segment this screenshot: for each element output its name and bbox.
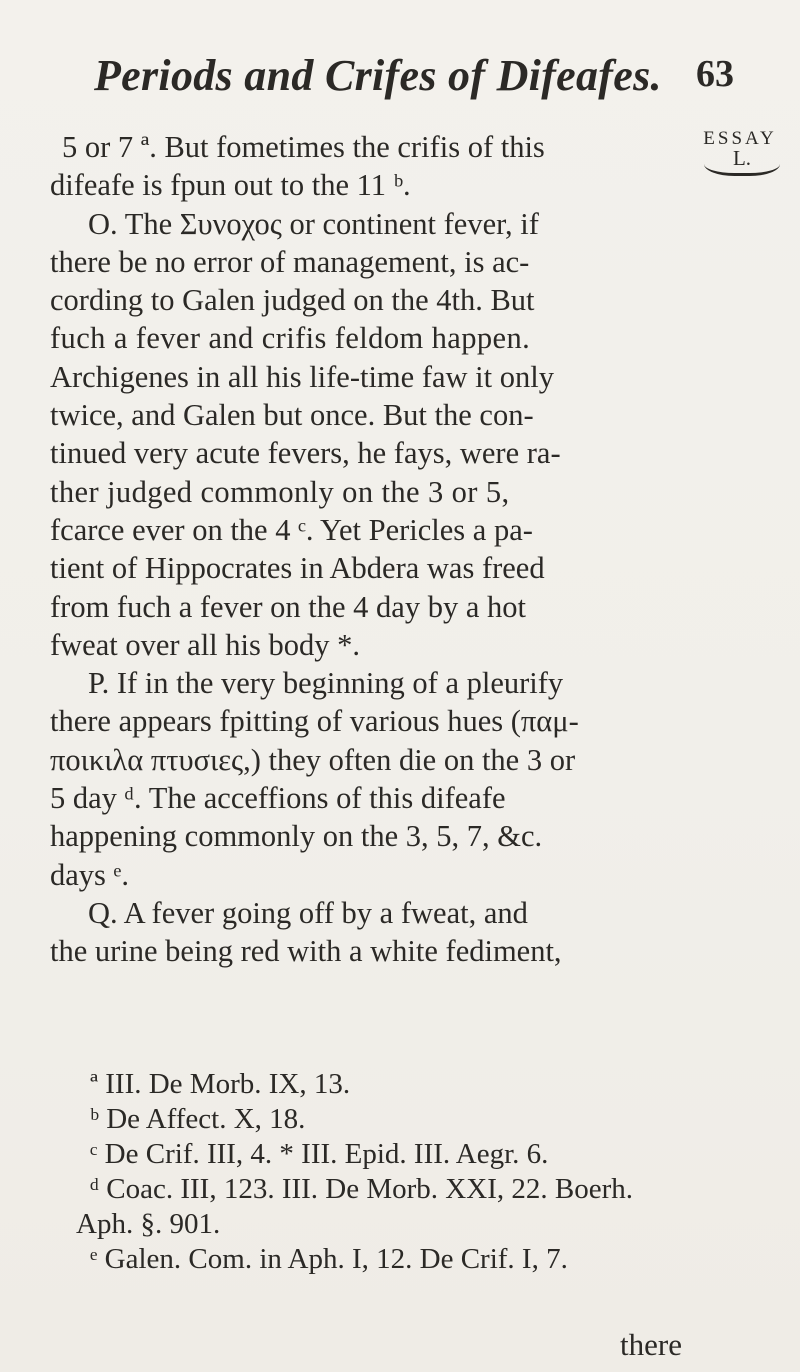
body-line: cording to Galen judged on the 4th. But: [50, 283, 535, 318]
running-title: Periods and Crifes of Difeafes.: [94, 51, 662, 100]
catchword: there: [620, 1327, 682, 1362]
footnote: ᵈ Coac. III, 123. III. De Morb. XXI, 22. Boerh.: [90, 1173, 633, 1205]
body-line: 5 day ᵈ. The acceffions of this difeafe: [50, 781, 506, 816]
body-line: there be no error of management, is ac-: [50, 244, 530, 279]
body-line: O. The Συνοχος or continent fever, if: [88, 206, 539, 241]
body-line: fuch a fever and crifis feldom happen.: [50, 321, 531, 356]
body-line: ποικιλα πτυσιες,) they often die on the 3 or: [50, 742, 576, 777]
body-line: twice, and Galen but once. But the con-: [50, 398, 534, 433]
body-line: tinued very acute fevers, he fays, were ra-: [50, 436, 561, 471]
body-line: 5 or 7 ª. But fometimes the crifis of this: [62, 130, 545, 164]
footnotes: [50, 1067, 730, 1277]
body-line: the urine being red with a white fediment,: [50, 934, 562, 969]
body-line: difeafe is fpun out to the 11 ᵇ.: [50, 168, 411, 203]
body-line: tient of Hippocrates in Abdera was freed: [50, 551, 545, 586]
body-line: P. If in the very beginning of a pleurify: [88, 666, 564, 701]
footnote-continuation: Aph. §. 901.: [76, 1208, 221, 1240]
body-line: Archigenes in all his life-time faw it only: [50, 359, 554, 394]
body-line: from fuch a fever on the 4 day by a hot: [50, 589, 526, 624]
footnote: ᵉ Galen. Com. in Aph. I, 12. De Crif. I, 7.: [90, 1243, 568, 1275]
body-line: fcarce ever on the 4 ᶜ. Yet Pericles a pa-: [50, 512, 533, 547]
page-number: 63: [696, 53, 734, 95]
side-tag-letter: L.: [704, 146, 780, 176]
body-line: happening commonly on the 3, 5, 7, &c.: [50, 819, 543, 854]
footnote: ª III. De Morb. IX, 13.: [90, 1068, 351, 1100]
footnote: ᶜ De Crif. III, 4. * III. Epid. III. Aegr. 6.: [90, 1138, 549, 1170]
body-text: [50, 128, 726, 971]
body-line: Q. A fever going off by a fweat, and: [88, 895, 528, 930]
body-line: days ᵉ.: [50, 857, 129, 892]
body-line: fweat over all his body *.: [50, 627, 361, 662]
footnote: ᵇ De Affect. X, 18.: [90, 1103, 306, 1135]
body-line: there appears fpitting of various hues (παμ-: [50, 704, 579, 739]
page-header: [94, 50, 734, 110]
body-line: ther judged commonly on the 3 or 5,: [50, 474, 510, 509]
side-tag-label: ESSAY: [703, 128, 777, 149]
